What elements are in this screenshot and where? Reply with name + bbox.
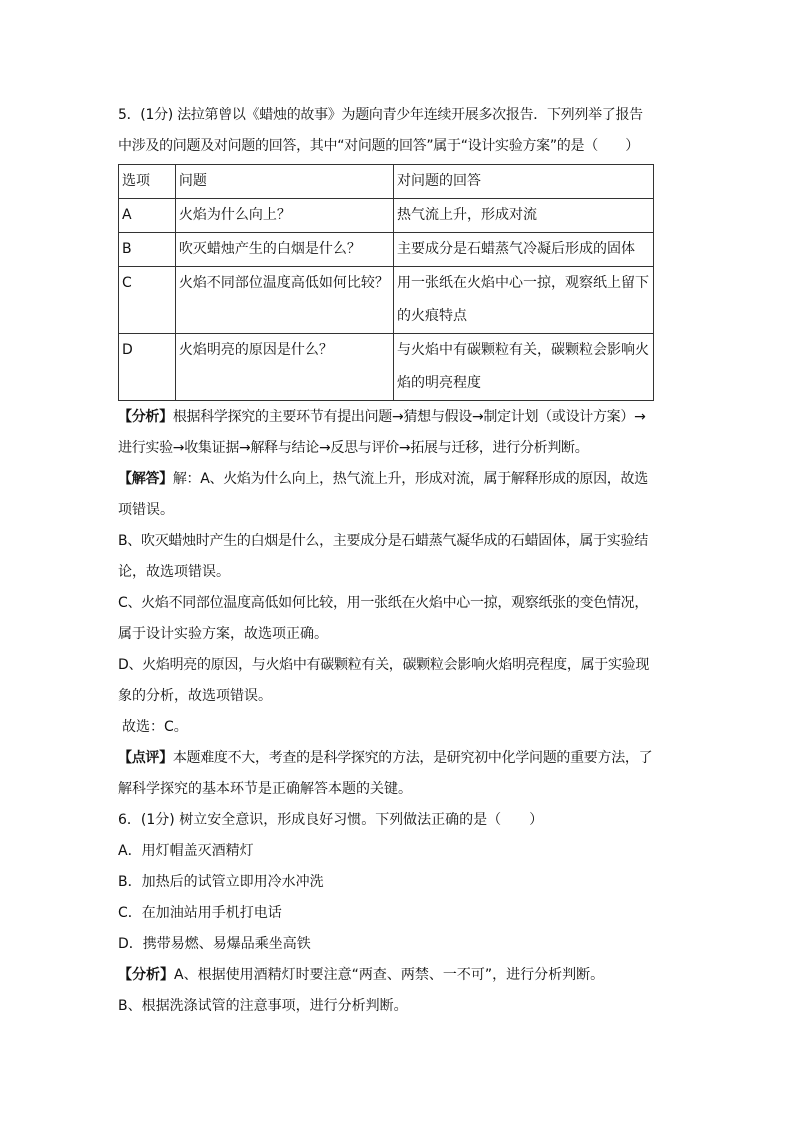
table-cell-question: 火焰明亮的原因是什么？ [175, 334, 393, 401]
table-cell-option: C [119, 267, 176, 334]
table-header-question: 问题 [175, 165, 393, 199]
table-cell-question: 火焰不同部位温度高低如何比较？ [175, 267, 393, 334]
q5-d-line-2: 象的分析，故选项错误。 [118, 688, 272, 704]
q6-analysis-line-2: B、根据洗涤试管的注意事项，进行分析判断。 [118, 998, 408, 1014]
answer-text: 解：A、火焰为什么向上，热气流上升，形成对流，属于解释形成的原因，故选 [172, 471, 648, 487]
table-cell-answer [394, 199, 654, 233]
table-row [119, 267, 654, 334]
q5-analysis-line-1 [118, 402, 678, 433]
q6-option-c: C．在加油站用手机打电话 [118, 905, 282, 921]
answer-line: 热气流上升，形成对流 [397, 207, 537, 223]
q5-choice: 故选：C。 [122, 719, 188, 735]
analysis-text: A、根据使用酒精灯时要注意“两查、两禁、一不可”，进行分析判断。 [174, 967, 605, 983]
table-header-option: 选项 [119, 165, 176, 199]
q5-b-line-1: B、吹灭蜡烛时产生的白烟是什么，主要成分是石蜡蒸气凝华成的石蜡固体，属于实验结 [118, 533, 648, 549]
q5-d-line-1: D、火焰明亮的原因，与火焰中有碳颗粒有关，碳颗粒会影响火焰明亮程度，属于实验现 [118, 657, 650, 673]
document-page [118, 100, 678, 1022]
q6-option-d: D．携带易燃、易爆品乘坐高铁 [118, 936, 311, 952]
table-header-row [119, 165, 654, 199]
answer-tag: 【解答】 [118, 471, 173, 487]
table-cell-question: 吹灭蜡烛产生的白烟是什么？ [175, 233, 393, 267]
comment-tag: 【点评】 [118, 750, 173, 766]
q5-b-line-2: 论，故选项错误。 [118, 564, 230, 580]
answer-line: 与火焰中有碳颗粒有关，碳颗粒会影响火 [397, 342, 649, 358]
table-cell-option: A [119, 199, 176, 233]
q5-stem-line-2: 中涉及的问题及对问题的回答，其中“对问题的回答”属于“设计实验方案”的是（ ） [118, 138, 640, 154]
table-row [119, 334, 654, 401]
q5-c-line-1: C、火焰不同部位温度高低如何比较，用一张纸在火焰中心一掠，观察纸张的变色情况， [118, 595, 649, 611]
q5-analysis-line-2: 进行实验→收集证据→解释与结论→反思与评价→拓展与迁移，进行分析判断。 [118, 440, 589, 456]
table-header-answer: 对问题的回答 [394, 165, 654, 199]
q6-option-a: A．用灯帽盖灭酒精灯 [118, 843, 254, 859]
table-cell-option: D [119, 334, 176, 401]
q6-option-b: B．加热后的试管立即用冷水冲洗 [118, 874, 324, 890]
q5-answer-line-2: 项错误。 [118, 502, 174, 518]
q5-answer-line-1 [118, 464, 678, 495]
q5-stem-line-1: 5．(1分) 法拉第曾以《蜡烛的故事》为题向青少年连续开展多次报告．下列列举了报告 [118, 107, 643, 123]
analysis-tag: 【分析】 [118, 409, 173, 425]
table-cell-question: 火焰为什么向上？ [175, 199, 393, 233]
table-row [119, 199, 654, 233]
comment-text: 本题难度不大，考查的是科学探究的方法，是研究初中化学问题的重要方法，了 [172, 750, 653, 766]
table-cell-answer [394, 233, 654, 267]
answer-line: 焰的明亮程度 [397, 375, 481, 391]
answer-line: 的火痕特点 [397, 308, 467, 324]
analysis-text: 根据科学探究的主要环节有提出问题→猜想与假设→制定计划（或设计方案）→ [172, 409, 646, 425]
q6-analysis-line-1 [118, 960, 678, 991]
q5-comment-line-2: 解科学探究的基本环节是正确解答本题的关键。 [118, 781, 412, 797]
answer-line: 主要成分是石蜡蒸气冷凝后形成的固体 [397, 241, 635, 257]
q5-comment-line-1 [118, 743, 678, 774]
q6-stem: 6．(1分) 树立安全意识，形成良好习惯。下列做法正确的是（ ） [118, 812, 544, 828]
answer-line: 用一张纸在火焰中心一掠，观察纸上留下 [397, 275, 649, 291]
analysis-tag: 【分析】 [118, 967, 174, 983]
q5-c-line-2: 属于设计实验方案，故选项正确。 [118, 626, 328, 642]
table-cell-option: B [119, 233, 176, 267]
table-cell-answer [394, 334, 654, 401]
table-cell-answer [394, 267, 654, 334]
q5-options-table [118, 164, 654, 401]
table-row [119, 233, 654, 267]
